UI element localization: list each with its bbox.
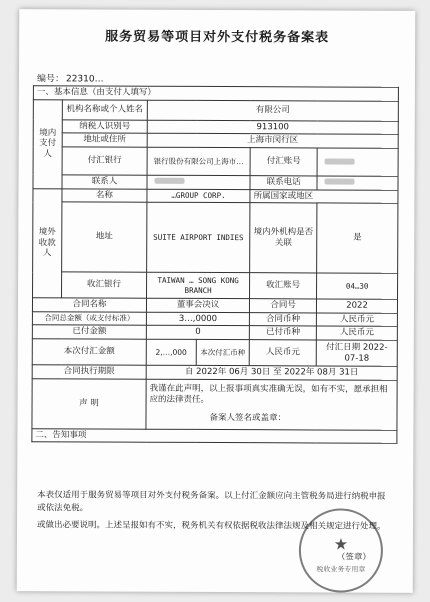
payee-bank-value: TAIWAN … SONG KONG BRANCH — [147, 272, 250, 298]
redaction-mark — [325, 179, 355, 185]
paid-currency-label: 已付币种 — [249, 326, 316, 340]
section-notice: 二、告知事项 — [32, 428, 397, 443]
notice-paragraph-2: 或做出必要说明。上述呈报如有不实，税务机关有权依据税收法律法规及相关规定进行处理。 — [36, 520, 386, 532]
payee-bank-label: 收汇银行 — [62, 272, 147, 298]
payer-bank-value: 银行股份有限公司上海市… — [147, 147, 250, 175]
contract-no-value: 2022 — [317, 299, 398, 313]
contract-period-value: 自 2022年 06月 30日 至 2022年 08月 31日 — [146, 365, 397, 380]
paid-currency-value: 人民币元 — [316, 326, 397, 340]
notice-paragraph-1: 本表仅适用于服务贸易等项目对外支付税务备案。以上付汇金额应向主管税务局进行纳税申报或依法免税。 — [37, 490, 386, 514]
payment-date-cell: 付汇日期 2022-07-18 — [316, 340, 397, 366]
paid-amount-value: 0 — [146, 326, 249, 340]
declaration-text: 我谨在此声明，以上报事项真实准确无误，如有不实，愿承担相应的法律责任。 — [149, 383, 388, 405]
redaction-mark — [155, 178, 185, 184]
contract-period-label: 合同执行期限 — [32, 365, 146, 379]
payer-phone-label: 联系电话 — [250, 176, 317, 190]
contract-currency-label: 合同币种 — [250, 312, 317, 326]
contract-amount-value: 3…,0000 — [146, 312, 249, 326]
declaration-cell — [146, 379, 397, 430]
redaction-mark — [325, 158, 355, 164]
document-title: 服务贸易等项目对外支付税务备案表 — [105, 29, 330, 46]
seal-label: （签章） — [336, 552, 371, 563]
payer-phone-value — [317, 176, 398, 190]
payer-address-value: 上海市闵行区 — [147, 133, 398, 148]
payee-name-value: …GROUP CORP. — [147, 189, 250, 203]
declaration-signature: 备案人签名或盖章： — [209, 413, 287, 424]
payer-side-label: 境内支付人 — [33, 99, 62, 188]
payer-address-label: 地址或住所 — [62, 133, 147, 147]
payee-country-label: 所属国家或地区 — [250, 189, 398, 203]
payee-name-label: 名称 — [62, 188, 147, 202]
stamp-text: 税收业务专用章 — [316, 565, 366, 574]
payer-taxid-value: 913100 — [147, 120, 398, 135]
contract-name-label: 合同名称 — [32, 298, 146, 312]
payer-bank-label: 付汇银行 — [62, 147, 147, 175]
payer-name-label: 机构名称或个人姓名 — [62, 99, 147, 119]
payer-account-label: 付汇账号 — [250, 148, 317, 176]
contract-name-value: 董事会决议 — [146, 298, 249, 312]
declaration-label: 声 明 — [32, 378, 146, 428]
payer-taxid-label: 纳税人识别号 — [62, 119, 147, 133]
contract-amount-label: 合同总金额（或支付标准） — [32, 311, 146, 325]
payee-side-label: 境外收款人 — [33, 188, 62, 298]
payer-contact-label: 联系人 — [62, 175, 147, 189]
filing-form-table — [31, 85, 399, 444]
section-basic-info: 一、基本信息（由支付人填写） — [33, 86, 398, 101]
this-currency-label: 本次付汇币种 — [196, 339, 249, 365]
payee-address-value: SUITE AIRPORT INDIES — [147, 202, 250, 272]
payer-account-value — [317, 148, 398, 176]
star-icon: ★ — [333, 534, 349, 554]
this-payment-value: 2,…,000 — [146, 339, 196, 365]
payer-name-value: 有限公司 — [147, 100, 398, 121]
payee-address-label: 地址 — [62, 202, 147, 272]
document-page — [17, 9, 416, 593]
paid-amount-label: 已付金额 — [32, 325, 146, 339]
payee-account-label: 收汇账号 — [250, 273, 317, 299]
tax-seal-stamp — [299, 508, 383, 592]
document-number: 编号： 22310… — [36, 74, 104, 85]
this-payment-label: 本次付汇金额 — [32, 339, 146, 365]
contract-no-label: 合同号 — [250, 299, 317, 313]
contract-currency-value: 人民币元 — [317, 313, 398, 327]
payee-account-value: 04…30 — [317, 273, 398, 299]
payee-relation-value: 是 — [317, 203, 398, 273]
payer-contact-value — [147, 175, 250, 189]
payee-relation-label: 境内外机构是否关联 — [250, 203, 317, 273]
this-currency-value: 人民币元 — [249, 340, 316, 366]
